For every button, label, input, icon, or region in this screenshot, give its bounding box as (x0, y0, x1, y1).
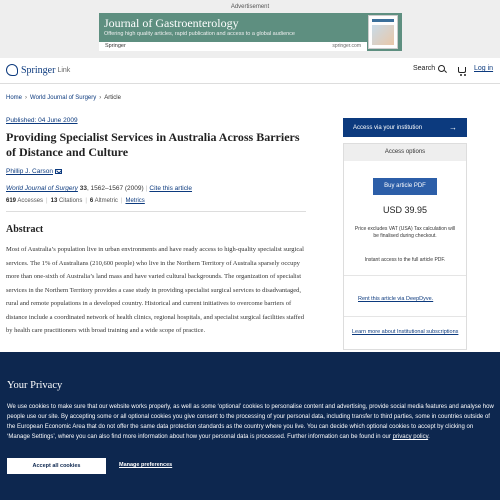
breadcrumb-journal[interactable]: World Journal of Surgery (30, 95, 97, 101)
springer-horse-icon (6, 64, 18, 76)
cart-icon[interactable] (458, 67, 466, 73)
springer-link-logo[interactable] (6, 64, 70, 76)
journal-cover-image (368, 15, 398, 49)
access-options-panel (343, 143, 467, 350)
access-label: Access via your institution (353, 124, 423, 131)
logo-text: Springer (21, 64, 56, 76)
citation-line (6, 185, 192, 192)
altmetric-count: 6 (89, 198, 94, 204)
privacy-policy-link[interactable]: privacy policy (392, 434, 429, 440)
ad-brand: Springer (105, 43, 126, 49)
privacy-title: Your Privacy (7, 380, 63, 391)
volume: 33 (79, 185, 87, 192)
site-header (0, 58, 500, 84)
login-link[interactable]: Log in (474, 65, 494, 72)
ad-domain: springer.com (332, 43, 361, 49)
price: USD 39.95 (382, 205, 428, 215)
ad-label: Advertisement (230, 4, 270, 10)
separator: | (85, 198, 87, 204)
ad-footer (99, 42, 367, 51)
article-title: Providing Specialist Services in Australia Across Barriers of Distance and Culture (6, 130, 300, 159)
accesses-count: 619 (6, 198, 17, 204)
privacy-body: We use cookies to make sure that our website works properly, as well as some ‘optional’ cookies to personalise content and advertising, provide social media features and analyse how people use our site. By accepting some or all optional cookies you give consent to the processing of your personal data, including transfer to third parties, some in countries outside of the European Economic Area that do not offer the same data protection standards as the country where you live. You can decide which optional cookies to accept by clicking on ‘Manage Settings’, where you can also find more information about how your personal data is processed. Further information can be found in our (7, 404, 494, 440)
published-date[interactable]: Published: 04 June 2009 (6, 117, 78, 124)
altmetric-label: Altmetric (94, 198, 118, 204)
search-label: Search (413, 65, 436, 72)
article-metrics (6, 198, 145, 204)
mail-icon (55, 169, 62, 174)
citations-label: Citations (58, 198, 83, 204)
breadcrumb (6, 95, 306, 101)
search-button[interactable] (413, 65, 445, 72)
separator: | (145, 185, 148, 192)
institutional-subscriptions-link[interactable]: Learn more about Institutional subscriptions (352, 329, 459, 335)
manage-preferences-button[interactable]: Manage preferences (119, 462, 173, 468)
privacy-text (7, 402, 495, 442)
access-options-heading: Access options (344, 144, 466, 161)
metrics-link[interactable]: Metrics (125, 198, 145, 204)
privacy-banner (0, 352, 500, 500)
ad-banner[interactable] (99, 13, 402, 51)
divider (6, 211, 306, 212)
ad-tagline: Offering high quality articles, rapid publication and access to a global audience (104, 31, 295, 37)
price-note: Price excludes VAT (USA) Tax calculation will be finalised during checkout. (354, 226, 456, 239)
cite-this-article-link[interactable]: Cite this article (149, 185, 193, 192)
search-icon (438, 65, 445, 72)
breadcrumb-home[interactable]: Home (6, 95, 23, 101)
abstract-text: Most of Australia’s population live in urban environments and have ready access to high-quality specialist surgical services. The 1% of Australians (210,600 people) who live in the Northern Territory of Australia sparsely occupy more than one-sixth of Australia’s land mass and have varied cultural backgrounds. The organization of specialist services in the Northern Territory provides a case study in providing specialist surgical services to disadvantaged, rural and remote populations in a developed country. Historical and current initiatives to overcome barriers of distance include a coordinated network of health clinics, regional hospitals, and specialist surgical facilities staffed by health care practitioners with broad training and a wide scope of practice. (6, 246, 304, 334)
author-link[interactable] (6, 168, 62, 175)
instant-access-note: Instant access to the full article PDF. (364, 257, 446, 263)
logo-sub: Link (57, 66, 71, 74)
abstract-heading: Abstract (6, 224, 44, 235)
author-name: Phillip J. Carson (6, 168, 53, 175)
privacy-body-end: . (428, 434, 430, 440)
separator: | (46, 198, 48, 204)
advertisement-bar (0, 0, 500, 58)
accept-all-cookies-button[interactable]: Accept all cookies (7, 458, 106, 474)
pages: , 1562–1567 (2009) (86, 185, 144, 192)
arrow-right-icon: → (449, 123, 457, 132)
journal-link[interactable]: World Journal of Surgery (6, 185, 78, 192)
citations-count: 13 (50, 198, 58, 204)
divider (344, 275, 466, 276)
access-via-institution-button[interactable] (343, 118, 467, 137)
ad-journal-title: Journal of Gastroenterology (104, 16, 239, 30)
chevron-right-icon: › (99, 95, 102, 101)
chevron-right-icon: › (25, 95, 28, 101)
separator: | (120, 198, 123, 204)
breadcrumb-current: Article (104, 95, 121, 101)
rent-deepdyve-link[interactable]: Rent this article via DeepDyve. (358, 296, 434, 302)
accesses-label: Accesses (17, 198, 44, 204)
buy-article-pdf-button[interactable]: Buy article PDF (373, 178, 437, 195)
divider (344, 316, 466, 317)
